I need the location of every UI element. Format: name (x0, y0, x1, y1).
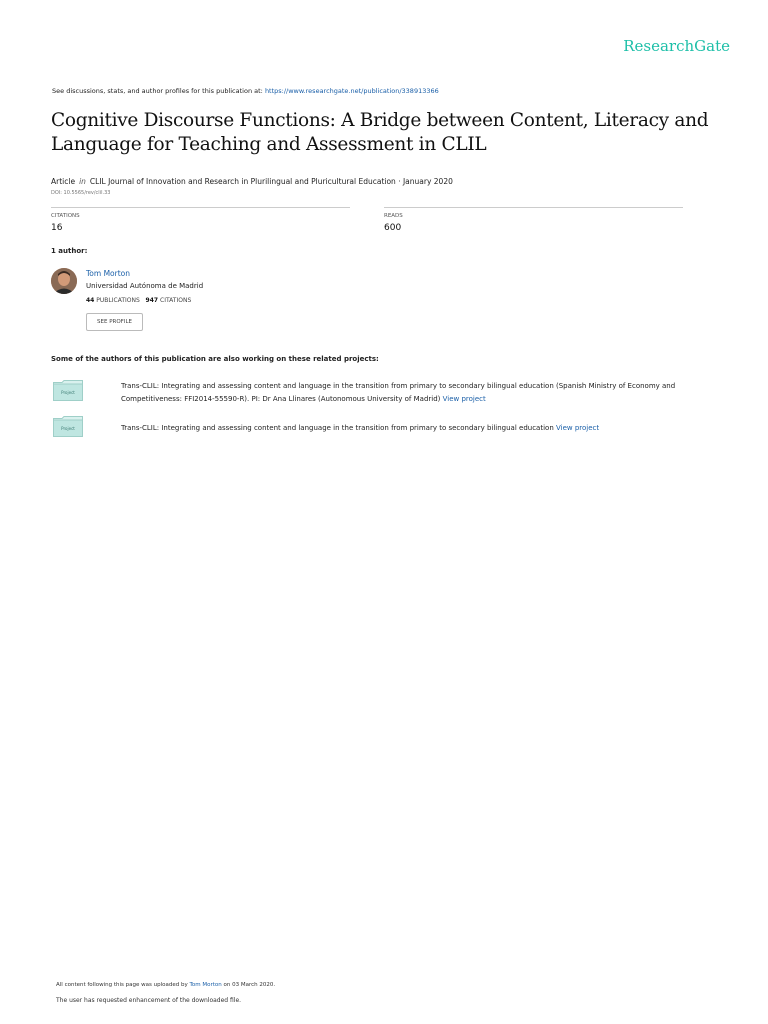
uploader-link[interactable]: Tom Morton (189, 982, 222, 988)
related-projects-heading: Some of the authors of this publication are also working on these related projects: (51, 355, 379, 363)
see-discussions-line (52, 87, 439, 95)
project-icon[interactable] (53, 416, 83, 437)
see-discussions-text: See discussions, stats, and author profiles for this publication at: (52, 87, 263, 95)
author-stats (86, 297, 191, 304)
publication-meta (51, 177, 453, 186)
author-name-link[interactable]: Tom Morton (86, 269, 131, 278)
citations-value: 16 (51, 223, 63, 233)
authors-heading: 1 author: (51, 247, 88, 255)
author-citations-count: 947 (145, 297, 159, 304)
project-icon-label: Project (61, 390, 75, 395)
project-item (121, 380, 691, 406)
publication-type: Article (51, 177, 76, 186)
project-icon[interactable] (53, 380, 83, 401)
avatar-photo (51, 268, 77, 294)
reads-label: READS (384, 213, 403, 219)
project-description: Trans-CLIL: Integrating and assessing content and language in the transition from primary to secondary bilingual education (Spanish Ministry of Economy and Competitiveness: FFI2014-55590-R). PI: Dr Ana Llinares (Autonomous University of Madrid) (121, 382, 676, 403)
publication-url-link[interactable]: https://www.researchgate.net/publication/338913366 (264, 87, 439, 95)
see-profile-button[interactable]: SEE PROFILE (86, 313, 143, 331)
view-project-link[interactable]: View project (555, 424, 600, 432)
upload-suffix: on 03 March 2020. (223, 982, 276, 988)
author-avatar[interactable] (51, 268, 77, 294)
citations-label: CITATIONS (51, 213, 80, 219)
upload-prefix: All content following this page was uploaded by (56, 982, 188, 988)
project-icon-label: Project (61, 426, 75, 431)
reads-divider (384, 207, 683, 208)
upload-note (56, 982, 275, 988)
doi: DOI: 10.5565/rev/clil.33 (51, 190, 111, 196)
enhancement-note: The user has requested enhancement of the downloaded file. (56, 997, 242, 1004)
author-institution: Universidad Autónoma de Madrid (86, 282, 204, 290)
project-description: Trans-CLIL: Integrating and assessing content and language in the transition from primary to secondary bilingual education (121, 424, 554, 432)
author-citations-label: CITATIONS (160, 297, 192, 304)
reads-value: 600 (384, 223, 402, 233)
view-project-link[interactable]: View project (442, 395, 486, 403)
project-item (121, 422, 691, 435)
publication-title: Cognitive Discourse Functions: A Bridge between Content, Literacy and Language for Teaching and Assessment in CLIL (51, 110, 709, 155)
author-publications-count: 44 (86, 297, 95, 304)
in-label: in (79, 177, 86, 186)
researchgate-logo[interactable]: ResearchGate (623, 37, 730, 55)
journal-name[interactable]: CLIL Journal of Innovation and Research in Plurilingual and Pluricultural Education · January 2020 (89, 177, 453, 186)
citations-divider (51, 207, 350, 208)
author-publications-label: PUBLICATIONS (96, 297, 140, 304)
